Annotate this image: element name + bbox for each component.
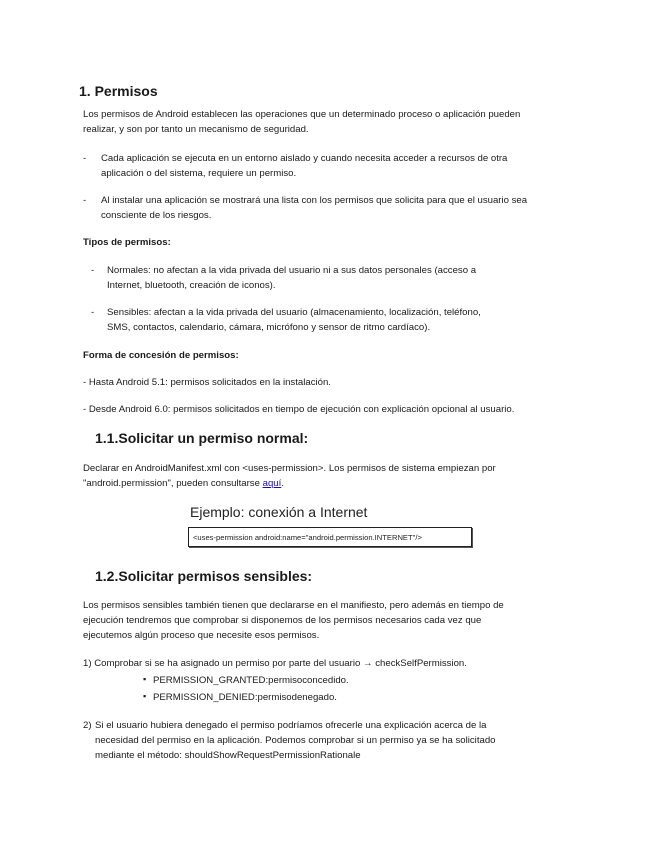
- example-title: Ejemplo: conexión a Internet: [190, 504, 368, 520]
- intro-line-2: realizar, y son por tanto un mecanismo de seguridad.: [83, 124, 309, 135]
- docs-link[interactable]: aquí: [262, 478, 282, 489]
- grant-item-2: - Desde Android 6.0: permisos solicitados en tiempo de ejecución con explicación opcional al usuario.: [83, 404, 515, 415]
- example-code-box: <uses-permission android:name="android.permission.INTERNET"/>: [188, 527, 472, 547]
- normal-permission-line-1: Declarar en AndroidManifest.xml con <uses-permission>. Los permisos de sistema empiezan por: [83, 463, 496, 474]
- step-2-number: 2): [83, 720, 92, 731]
- granted-item: PERMISSION_GRANTED:permisoconcedido.: [153, 675, 349, 686]
- grant-item-1: - Hasta Android 5.1: permisos solicitados en la instalación.: [83, 377, 331, 388]
- bullet-dash: -: [83, 153, 87, 164]
- denied-item: PERMISSION_DENIED:permisodenegado.: [153, 692, 337, 703]
- type-sensitive-line-1: Sensibles: afectan a la vida privada del usuario (almacenamiento, localización, teléfono,: [107, 307, 481, 318]
- bullet-dash: -: [91, 307, 95, 318]
- types-heading: Tipos de permisos:: [83, 237, 171, 248]
- section-1-heading: 1. Permisos: [79, 83, 158, 99]
- step-2-line-2: necesidad del permiso en la aplicación. Podemos comprobar si un permiso ya se ha solicitado: [95, 735, 496, 746]
- step-2-line-1: Si el usuario hubiera denegado el permiso podríamos ofrecerle una explicación acerca de la: [95, 720, 487, 731]
- step-1-text: 1) Comprobar si se ha asignado un permiso por parte del usuario → checkSelfPermission.: [83, 658, 467, 669]
- bullet-dash: -: [91, 265, 95, 276]
- type-sensitive-line-2: SMS, contactos, calendario, cámara, micrófono y sensor de ritmo cardíaco).: [107, 322, 431, 333]
- bullet-dash: -: [83, 195, 87, 206]
- type-normal-line-2: Internet, bluetooth, creación de iconos).: [107, 280, 276, 291]
- bullet-1-line-1: Cada aplicación se ejecuta en un entorno aislado y cuando necesita acceder a recursos de otra: [101, 153, 508, 164]
- bullet-1-line-2: aplicación o del sistema, requiere un permiso.: [101, 168, 297, 179]
- sensitive-line-1: Los permisos sensibles también tienen que declararse en el manifiesto, pero además en tiempo de: [83, 600, 504, 611]
- section-1-2-heading: 1.2.Solicitar permisos sensibles:: [95, 568, 313, 584]
- square-bullet-icon: ▪: [143, 691, 147, 701]
- intro-line-1: Los permisos de Android establecen las operaciones que un determinado proceso o aplicación pueden: [83, 109, 521, 120]
- normal-permission-line-2: [83, 476, 284, 491]
- section-1-1-heading: 1.1.Solicitar un permiso normal:: [95, 430, 309, 446]
- period: .: [281, 478, 284, 489]
- normal-permission-text: "android.permission", pueden consultarse: [83, 478, 263, 489]
- sensitive-line-3: ejecutemos algún proceso que necesite esos permisos.: [83, 630, 320, 641]
- bullet-2-line-2: consciente de los riesgos.: [101, 210, 212, 221]
- bullet-2-line-1: Al instalar una aplicación se mostrará una lista con los permisos que solicita para que el usuario sea: [101, 195, 528, 206]
- type-normal-line-1: Normales: no afectan a la vida privada del usuario ni a sus datos personales (acceso a: [107, 265, 477, 276]
- grant-heading: Forma de concesión de permisos:: [83, 350, 239, 361]
- square-bullet-icon: ▪: [143, 674, 147, 684]
- step-2-line-3: mediante el método: shouldShowRequestPermissionRationale: [95, 750, 361, 761]
- sensitive-line-2: ejecución tendremos que comprobar si disponemos de los permisos necesarios cada vez que: [83, 615, 482, 626]
